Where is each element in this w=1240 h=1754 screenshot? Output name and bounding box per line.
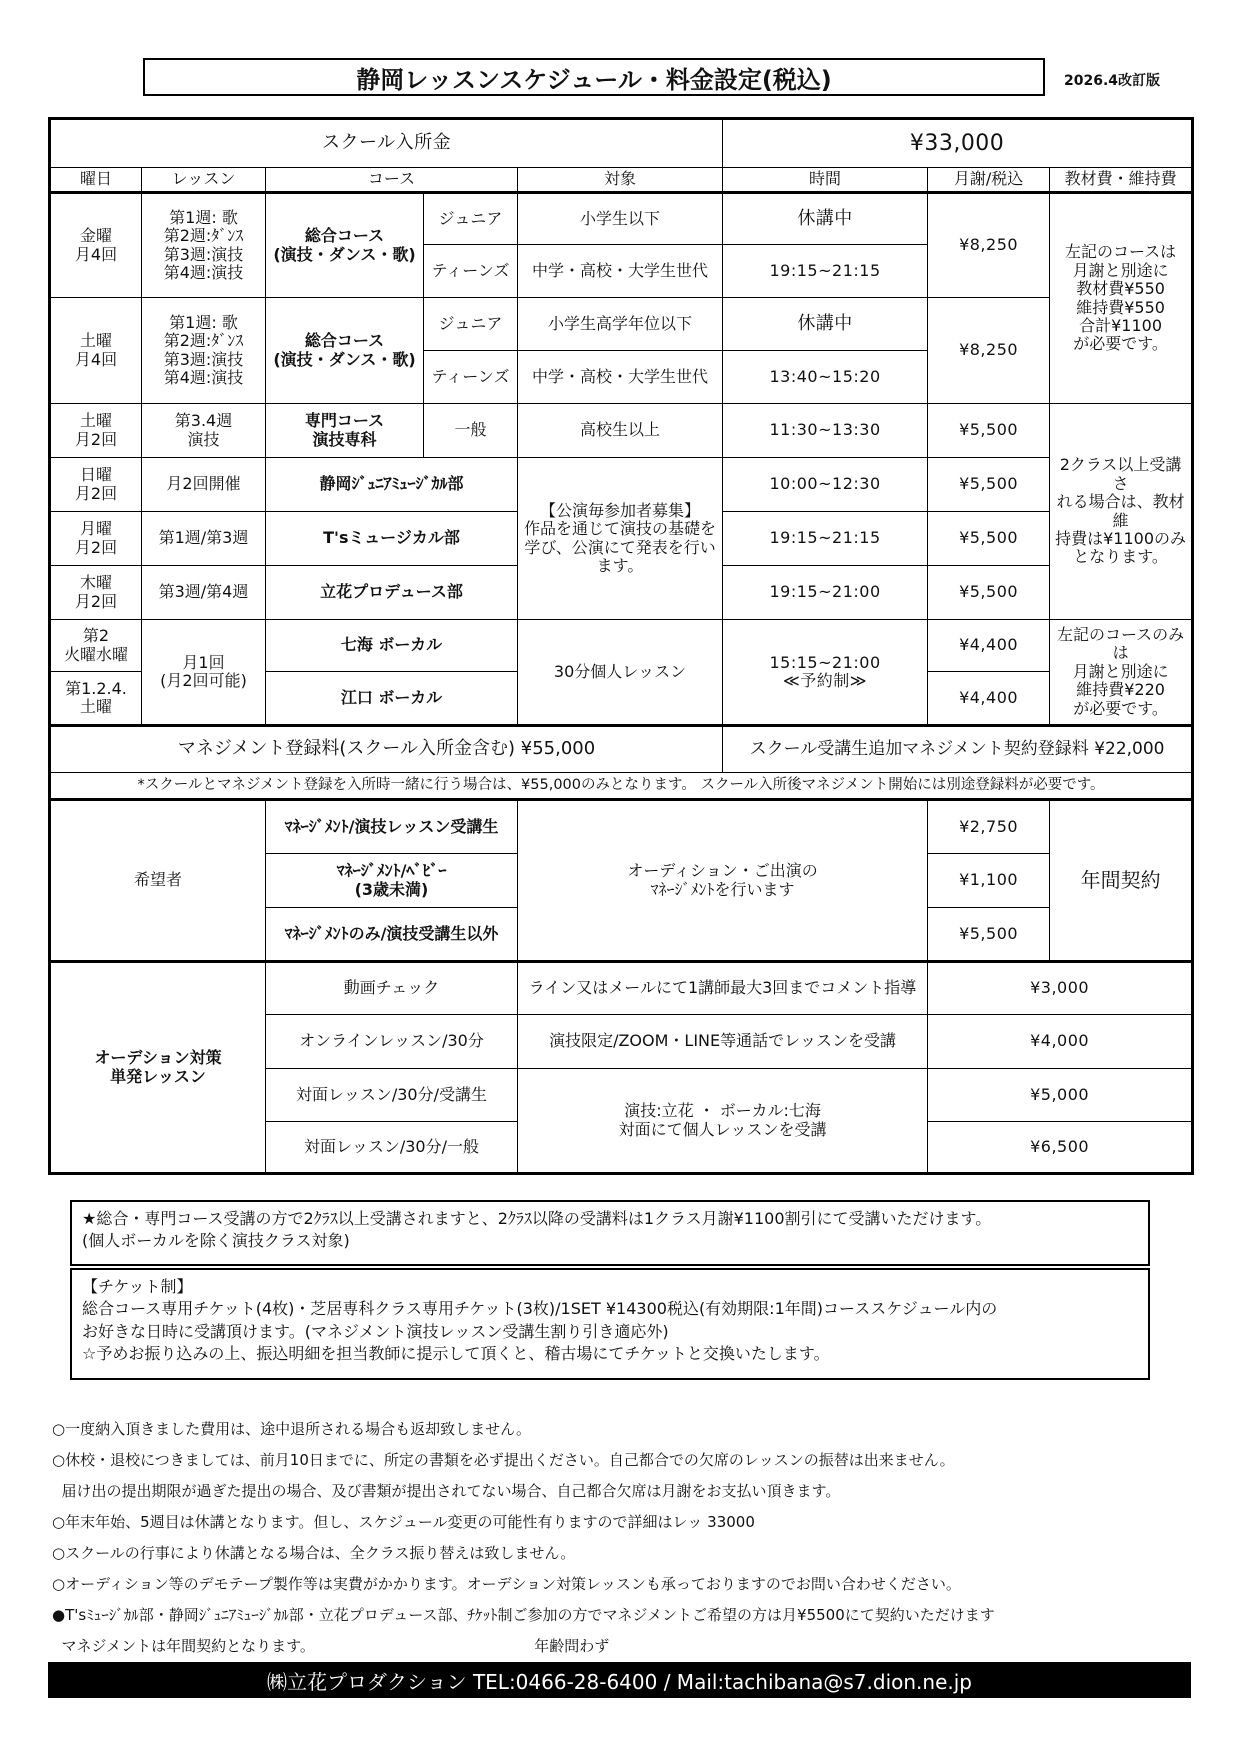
header-fee: 月謝/税込 [928, 168, 1050, 193]
header-lesson: レッスン [142, 168, 266, 193]
sat2-price: ¥5,500 [928, 404, 1050, 458]
mgmt-fee: マネジメント登録料(スクール入所金含む) ¥55,000 [50, 726, 723, 773]
sat4-teens-time: 13:40~15:20 [723, 351, 928, 404]
thu-course: 立花プロデュース部 [266, 566, 518, 620]
sat4-price: ¥8,250 [928, 298, 1050, 404]
sat2-lesson: 第3.4週 演技 [142, 404, 266, 458]
sat4-day: 土曜 月4回 [50, 298, 142, 404]
revision-label: 2026.4改訂版 [1064, 73, 1161, 89]
fri-price: ¥8,250 [928, 193, 1050, 298]
mgmt-label: 希望者 [50, 800, 266, 962]
fri-teens-target: 中学・高校・大学生世代 [518, 245, 723, 298]
audition-desc-3: 演技:立花 ・ ボーカル:七海 対面にて個人レッスンを受講 [518, 1069, 928, 1174]
schedule-table [48, 117, 1194, 1175]
fri-junior-target: 小学生以下 [518, 193, 723, 245]
fri-lesson: 第1週: 歌 第2週:ﾀﾞﾝｽ 第3週:演技 第4週:演技 [142, 193, 266, 298]
vocal-day-2: 第1.2.4. 土曜 [50, 672, 142, 726]
sat4-course: 総合コース (演技・ダンス・歌) [266, 298, 424, 404]
fri-junior: ジュニア [424, 193, 518, 245]
mon-lesson: 第1週/第3週 [142, 512, 266, 566]
vocal-target: 30分個人レッスン [518, 620, 723, 726]
note-item: ●T'sﾐｭｰｼﾞｶﾙ部・静岡ｼﾞｭﾆｱﾐｭｰｼﾞｶﾙ部・立花プロデュース部、ﾁｹｯﾄ制ご参加の方でマネジメントご希望の方は月¥5500にて契約いただけます [52, 1606, 995, 1624]
vocal-time: 15:15~21:00 ≪予約制≫ [723, 620, 928, 726]
fri-junior-time: 休講中 [723, 193, 928, 245]
mgmt-price-2: ¥1,100 [928, 854, 1050, 908]
thu-time: 19:15~21:00 [723, 566, 928, 620]
audition-row-2: オンラインレッスン/30分 [266, 1015, 518, 1069]
audition-price-1: ¥3,000 [928, 962, 1193, 1015]
audition-price-3: ¥5,000 [928, 1069, 1193, 1122]
sat2-target: 高校生以上 [518, 404, 723, 458]
vocal-price-2: ¥4,400 [928, 672, 1050, 726]
sat4-teens: ティーンズ [424, 351, 518, 404]
contact-footer: ㈱立花プロダクション TEL:0466-28-6400 / Mail:tachibana@s7.dion.ne.jp [48, 1662, 1191, 1698]
mgmt-price-3: ¥5,500 [928, 908, 1050, 962]
ticket-note: 【チケット制】 総合コース専用チケット(4枚)・芝居専科クラス専用チケット(3枚)/1SET ¥14300税込(有効期限:1年間)コーススケジュール内の お好きな日時に受講頂けます。(マネジメント演技レッスン受講生割り引き適応外) ☆予めお振り込みの上、振込明細を担当教師に提示して頂くと、稽古場にてチケットと交換いたします。 [70, 1268, 1150, 1380]
mon-price: ¥5,500 [928, 512, 1050, 566]
audition-desc-2: 演技限定/ZOOM・LINE等通話でレッスンを受講 [518, 1015, 928, 1069]
sat2-day: 土曜 月2回 [50, 404, 142, 458]
mgmt-note: *スクールとマネジメント登録を入所時一緒に行う場合は、¥55,000のみとなります。 スクール入所後マネジメント開始には別途登録料が必要です。 [50, 773, 1193, 800]
sun-time: 10:00~12:30 [723, 458, 928, 512]
note-item: ○休校・退校につきましては、前月10日までに、所定の書類を必ず提出ください。自己都合での欠席のレッスンの振替は出来ません。 [52, 1451, 955, 1469]
sat4-junior: ジュニア [424, 298, 518, 351]
sat4-lesson: 第1週: 歌 第2週:ﾀﾞﾝｽ 第3週:演技 第4週:演技 [142, 298, 266, 404]
note-item: 届け出の提出期限が過ぎた提出の場合、及び書類が提出されてない場合、自己都合欠席は月謝をお支払い頂きます。 [52, 1482, 841, 1500]
mgmt-row-2: ﾏﾈｰｼﾞﾒﾝﾄ/ﾍﾞﾋﾞｰ (3歳未満) [266, 854, 518, 908]
sat2-time: 11:30~13:30 [723, 404, 928, 458]
sat4-teens-target: 中学・高校・大学生世代 [518, 351, 723, 404]
page-title: 静岡レッスンスケジュール・料金設定(税込) [143, 58, 1045, 96]
sat4-junior-time: 休講中 [723, 298, 928, 351]
mgmt-contract: 年間契約 [1050, 800, 1193, 962]
thu-lesson: 第3週/第4週 [142, 566, 266, 620]
header-course: コース [266, 168, 518, 193]
header-material: 教材費・維持費 [1050, 168, 1193, 193]
sat2-sub: 一般 [424, 404, 518, 458]
audition-row-4: 対面レッスン/30分/一般 [266, 1122, 518, 1174]
notes-list [52, 1414, 1192, 1662]
audition-row-1: 動画チェック [266, 962, 518, 1015]
fri-teens-time: 19:15~21:15 [723, 245, 928, 298]
vocal-course-1: 七海 ボーカル [266, 620, 518, 672]
vocal-note: 左記のコースのみは 月謝と別途に 維持費¥220 が必要です。 [1050, 620, 1193, 726]
vocal-price-1: ¥4,400 [928, 620, 1050, 672]
sun-course: 静岡ｼﾞｭﾆｱﾐｭｰｼﾞｶﾙ部 [266, 458, 518, 512]
note-item: マネジメントは年間契約となります。 年齢問わず [52, 1637, 610, 1655]
mon-day: 月曜 月2回 [50, 512, 142, 566]
header-time: 時間 [723, 168, 928, 193]
fri-teens: ティーンズ [424, 245, 518, 298]
sun-day: 日曜 月2回 [50, 458, 142, 512]
entry-fee-value: ¥33,000 [723, 119, 1193, 168]
audition-label: オーデション対策 単発レッスン [50, 962, 266, 1174]
fri-course: 総合コース (演技・ダンス・歌) [266, 193, 424, 298]
mon-time: 19:15~21:15 [723, 512, 928, 566]
mgmt-price-1: ¥2,750 [928, 800, 1050, 854]
sat2-course: 専門コース 演技専科 [266, 404, 424, 458]
mgmt-row-1: ﾏﾈｰｼﾞﾒﾝﾄ/演技レッスン受講生 [266, 800, 518, 854]
note-item: ○年末年始、5週目は休講となります。但し、スケジュール変更の可能性有りますので詳細はレッ 33000 [52, 1513, 755, 1531]
audition-price-2: ¥4,000 [928, 1015, 1193, 1069]
audition-desc-1: ライン又はメールにて1講師最大3回までコメント指導 [518, 962, 928, 1015]
audition-price-4: ¥6,500 [928, 1122, 1193, 1174]
fri-day: 金曜 月4回 [50, 193, 142, 298]
vocal-lesson: 月1回 (月2回可能) [142, 620, 266, 726]
vocal-course-2: 江口 ボーカル [266, 672, 518, 726]
note-item: ○スクールの行事により休講となる場合は、全クラス振り替えは致しません。 [52, 1544, 576, 1562]
material-note-1: 左記のコースは 月謝と別途に 教材費¥550 維持費¥550 合計¥1100 が必要です。 [1050, 193, 1193, 404]
header-target: 対象 [518, 168, 723, 193]
mgmt-desc: オーディション・ご出演の ﾏﾈｰｼﾞﾒﾝﾄを行います [518, 800, 928, 962]
sat4-junior-target: 小学生高学年位以下 [518, 298, 723, 351]
header-day: 曜日 [50, 168, 142, 193]
mgmt-add-fee: スクール受講生追加マネジメント契約登録料 ¥22,000 [723, 726, 1193, 773]
discount-note: ★総合・専門コース受講の方で2ｸﾗｽ以上受講されますと、2ｸﾗｽ以降の受講料は1クラス月謝¥1100割引にて受講いただけます。 (個人ボーカルを除く演技クラス対象) [70, 1200, 1150, 1266]
mon-course: T'sミュージカル部 [266, 512, 518, 566]
mgmt-row-3: ﾏﾈｰｼﾞﾒﾝﾄのみ/演技受講生以外 [266, 908, 518, 962]
note-item: ○オーディション等のデモテープ製作等は実費がかかります。オーデション対策レッスンも承っておりますのでお問い合わせください。 [52, 1575, 961, 1593]
audition-row-3: 対面レッスン/30分/受講生 [266, 1069, 518, 1122]
entry-fee-label: スクール入所金 [50, 119, 723, 168]
thu-price: ¥5,500 [928, 566, 1050, 620]
sun-price: ¥5,500 [928, 458, 1050, 512]
musical-target: 【公演毎参加者募集】 作品を通じて演技の基礎を 学び、公演にて発表を行い ます。 [518, 458, 723, 620]
vocal-day-1: 第2 火曜水曜 [50, 620, 142, 672]
material-note-2: 2クラス以上受講さ れる場合は、教材維 持費は¥1100のみ となります。 [1050, 404, 1193, 620]
thu-day: 木曜 月2回 [50, 566, 142, 620]
note-item: ○一度納入頂きました費用は、途中退所される場合も返却致しません。 [52, 1420, 531, 1438]
sun-lesson: 月2回開催 [142, 458, 266, 512]
